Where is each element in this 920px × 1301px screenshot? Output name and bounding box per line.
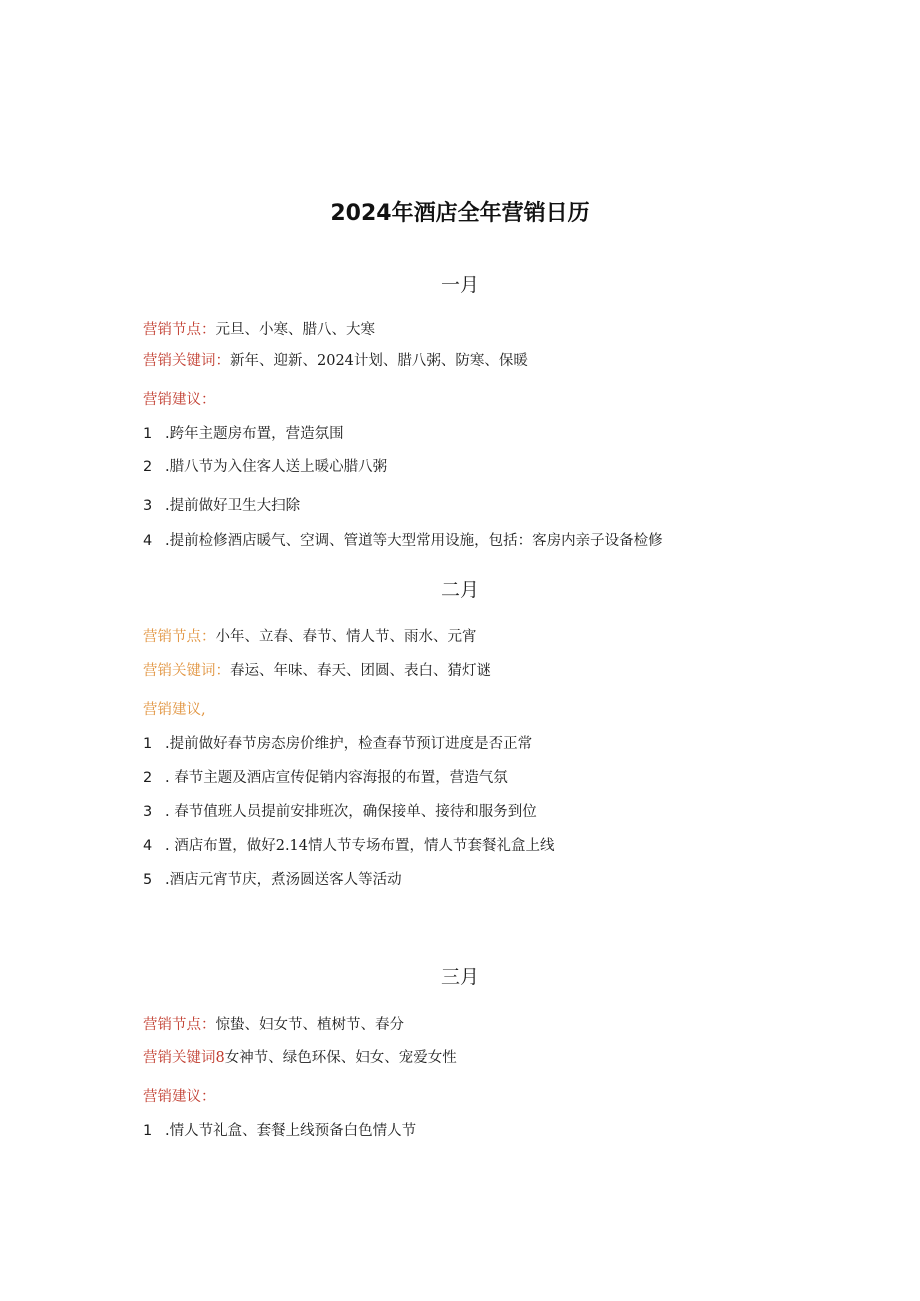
nodes-label: 营销节点： [143,629,216,645]
list-item: 4 . 酒店布置，做好2.14情人节专场布置，情人节套餐礼盒上线 [143,838,555,854]
nodes-label: 营销节点： [143,1017,216,1033]
list-item: 2 . 春节主题及酒店宣传促销内容海报的布置，营造气氛 [143,770,508,786]
month-heading-february: 二月 [440,579,479,601]
keywords-label: 营销关键词： [143,353,230,369]
marketing-nodes-february [143,625,477,646]
marketing-keywords-february [143,659,491,680]
keywords-label: 营销关键词8 [143,1050,225,1066]
advice-label-january: 营销建议： [143,392,216,408]
nodes-value: 惊蛰、妇女节、植树节、春分 [215,1017,404,1033]
marketing-nodes-march [143,1013,404,1034]
list-item: 3 . 春节值班人员提前安排班次，确保接单、接待和服务到位 [143,804,537,820]
nodes-value: 元旦、小寒、腊八、大寒 [215,322,375,338]
keywords-value: 春运、年味、春天、团圆、表白、猜灯谜 [230,663,491,679]
marketing-nodes-january [143,318,375,339]
advice-label-february: 营销建议, [143,702,206,718]
advice-label-march: 营销建议： [143,1089,216,1105]
document-title: 2024年酒店全年营销日历 [330,201,590,226]
keywords-label: 营销关键词： [143,663,230,679]
keywords-value: 新年、迎新、2024计划、腊八粥、防寒、保暖 [230,353,528,369]
marketing-keywords-march [143,1046,457,1067]
month-heading-january: 一月 [440,274,479,296]
marketing-keywords-january [143,349,528,370]
month-heading-march: 三月 [440,966,479,988]
nodes-label: 营销节点： [143,322,216,338]
list-item: 1 .情人节礼盒、套餐上线预备白色情人节 [143,1123,417,1139]
list-item: 1 .提前做好春节房态房价维护，检查春节预订进度是否正常 [143,736,533,752]
list-item: 2 .腊八节为入住客人送上暖心腊八粥 [143,459,388,475]
list-item: 4 .提前检修酒店暖气、空调、管道等大型常用设施，包括：客房内亲子设备检修 [143,533,663,549]
keywords-value: 女神节、绿色环保、妇女、宠爱女性 [224,1050,457,1066]
list-item: 3 .提前做好卫生大扫除 [143,498,301,514]
nodes-value: 小年、立春、春节、情人节、雨水、元宵 [215,629,477,645]
list-item: 5 .酒店元宵节庆，煮汤圆送客人等活动 [143,872,402,888]
list-item: 1 .跨年主题房布置，营造氛围 [143,426,344,442]
